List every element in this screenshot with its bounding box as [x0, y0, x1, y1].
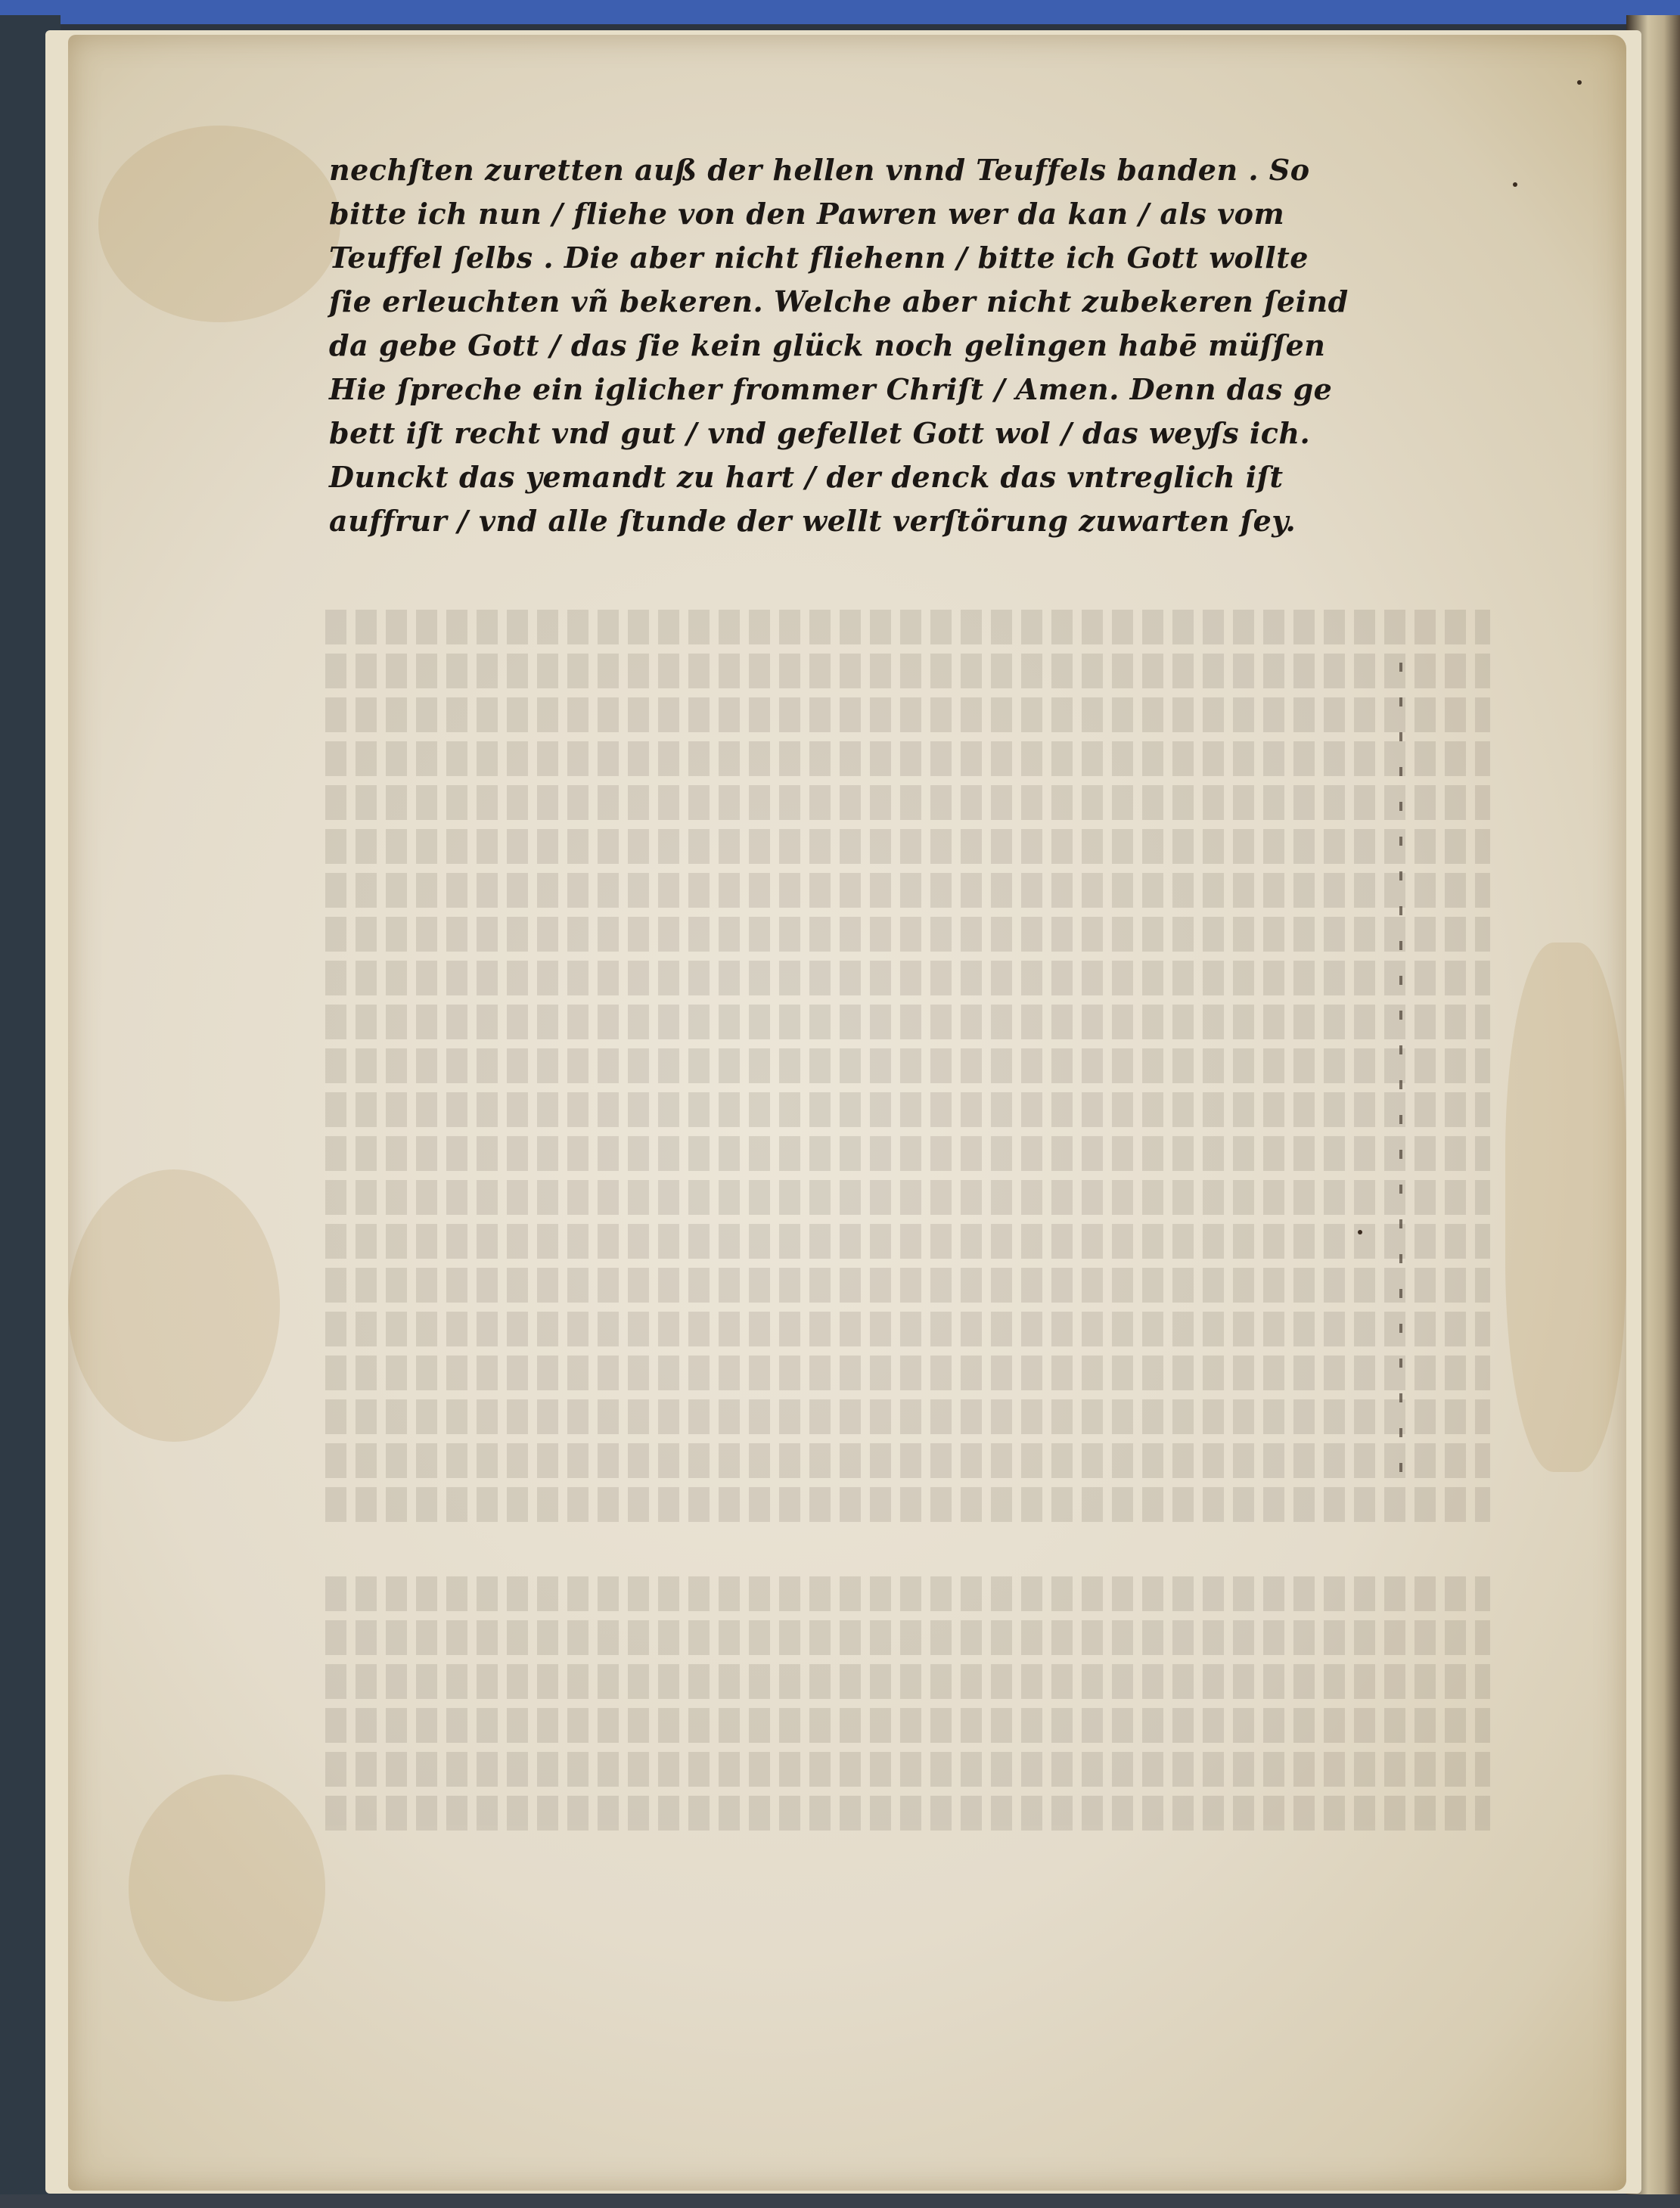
book-cover-bottom: [0, 2194, 1680, 2208]
ink-fleck: [1358, 1230, 1362, 1234]
text-line: Teuffel ſelbs . Die aber nicht fliehenn / bitte ich Gott wollte: [329, 241, 1309, 275]
foxing-stain: [129, 1775, 325, 2001]
text-line: Hie ſpreche ein iglicher frommer Chriſt / Amen. Denn das ge: [329, 372, 1333, 406]
text-line: auffrur / vnd alle ſtunde der wellt verſtörung zuwarten ſey.: [329, 504, 1296, 538]
text-line: bitte ich nun / fliehe von den Pawren wer da kan / als vom: [329, 197, 1285, 231]
foxing-stain: [98, 126, 340, 322]
text-line: da gebe Gott / das ſie kein glück noch gelingen habē müſſen: [329, 328, 1326, 362]
background-strip: [0, 0, 1680, 24]
printed-page: [68, 35, 1626, 2191]
text-line: ſie erleuchten vñ bekeren. Welche aber nicht zubekeren ſeind: [329, 284, 1349, 318]
foxing-stain: [68, 1169, 280, 1442]
ink-fleck: [1513, 182, 1517, 187]
edge-stain: [1505, 943, 1626, 1472]
ink-fleck: [1577, 80, 1582, 85]
text-line: bett iſt recht vnd gut / vnd gefellet Gott wol / das weyſs ich.: [329, 416, 1311, 450]
text-line: nechſten zuretten auß der hellen vnnd Teuffels banden . So: [329, 153, 1310, 187]
show-through-text: [325, 610, 1490, 1840]
bleed-through-marks: [1399, 663, 1414, 1498]
text-block: [329, 148, 1486, 543]
text-line: Dunckt das yemandt zu hart / der denck das vntreglich iſt: [329, 460, 1284, 494]
